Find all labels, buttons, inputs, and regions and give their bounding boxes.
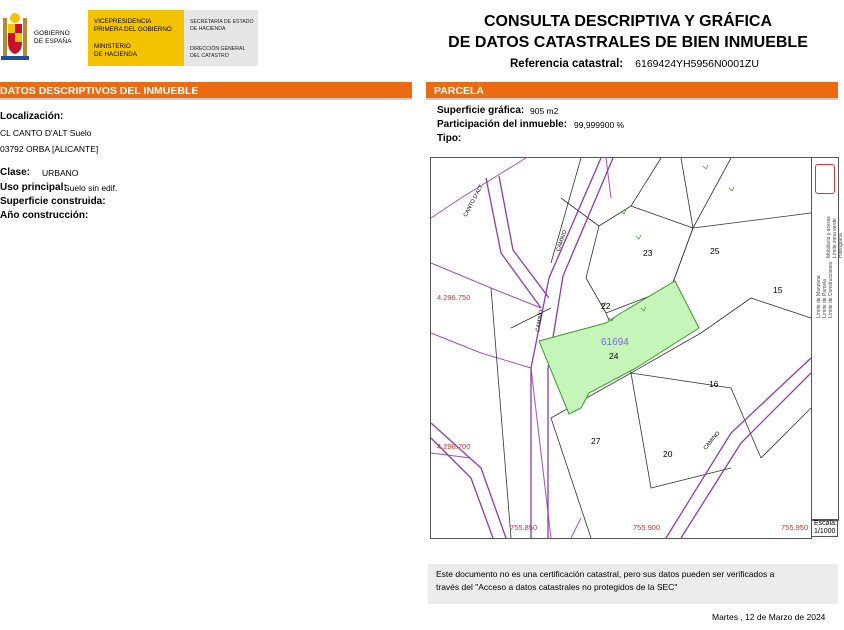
- map-legend: [812, 157, 844, 521]
- parcel-label-20: 20: [663, 449, 673, 459]
- ministerio-line2: DE HACIENDA: [94, 51, 138, 58]
- legend-item-1: Límite de Manzana: [816, 275, 822, 318]
- superficie-grafica-label: Superficie gráfica:: [437, 105, 525, 116]
- superficie-grafica-value: 905 m2: [530, 106, 559, 116]
- participacion-value: 99,999900 %: [574, 120, 625, 130]
- vicepresidencia-block: [88, 10, 184, 66]
- ministerio-line1: MINISTERIO: [94, 43, 131, 50]
- uso-value: Suelo sin edif.: [64, 183, 118, 193]
- uso-label: Uso principal:: [0, 182, 67, 193]
- parcel-label-27: 27: [591, 436, 601, 446]
- document-title: [440, 11, 816, 53]
- direccion-line1: DIRECCIÓN GENERAL: [190, 46, 246, 52]
- x-coord-3: 755.950: [781, 523, 809, 532]
- scale-label: Escala:: [814, 520, 837, 527]
- tipo-label: Tipo:: [437, 133, 462, 144]
- legend-item-2: Límite de Parcela: [822, 279, 828, 318]
- secretaria-block: [184, 10, 258, 66]
- disclaimer-note: [428, 564, 838, 604]
- parcel-label-23: 23: [643, 248, 653, 258]
- document-date: Martes , 12 de Marzo de 2024: [712, 612, 826, 622]
- note-line2: través del "Acceso a datos catastrales no protegidos de la SEC": [436, 582, 678, 592]
- street-label-2: CAMINO: [555, 229, 569, 253]
- scale-value: 1/1000: [814, 528, 836, 535]
- bar-title-b: INMUEBLE: [143, 85, 199, 97]
- vicepresidencia-line1: VICEPRESIDENCIA: [94, 18, 152, 25]
- parcel-label-16: 16: [709, 379, 719, 389]
- note-line1: Este documento no es una certificación catastral, pero sus datos pueden ser verificados a: [436, 569, 775, 579]
- gobierno-line2: DE ESPAÑA: [34, 38, 72, 45]
- section-bar-inmueble: [0, 82, 412, 100]
- x-coord-2: 755.900: [633, 523, 661, 532]
- secretaria-line1: SECRETARÍA DE ESTADO: [190, 19, 254, 25]
- clase-label: Clase:: [0, 167, 31, 178]
- street-label-4: CAMINO: [702, 430, 722, 452]
- superficie-construida-label: Superficie construida:: [0, 196, 106, 207]
- legend-item-5: Límite zona verde: [832, 218, 838, 258]
- section-bar-parcela: [426, 82, 838, 100]
- direccion-line2: DEL CATASTRO: [190, 53, 229, 59]
- ref-value: 6169424YH5956N0001ZU: [635, 58, 759, 70]
- coat-of-arms-icon: [0, 10, 30, 64]
- parcel-label-25: 25: [710, 246, 720, 256]
- localizacion-line2: 03792 ORBA [ALICANTE]: [0, 144, 99, 154]
- y-coord-1: 4.296.750: [437, 293, 471, 302]
- legend-item-6: Hidrografía: [838, 233, 844, 258]
- bar-title-parcela: PARCELA: [434, 85, 484, 97]
- title-line2: DE DATOS CATASTRALES DE BIEN INMUEBLE: [448, 34, 808, 51]
- localizacion-line1: CL CANTO D'ALT Suelo: [0, 128, 92, 138]
- cadastral-reference: [510, 58, 759, 70]
- y-coord-2: 4.296.700: [437, 442, 471, 451]
- bar-title-a: DATOS DESCRIPTIVOS DEL: [0, 85, 144, 97]
- secretaria-line2: DE HACIENDA: [190, 26, 226, 32]
- parcel-label-15: 15: [773, 285, 783, 295]
- sec-logo-icon: [815, 164, 835, 194]
- street-label-3: CAMINO: [535, 309, 545, 333]
- legend-item-4: Mobiliario y aceras: [826, 216, 832, 258]
- clase-value: URBANO: [42, 168, 79, 178]
- cadastral-map[interactable]: [430, 157, 812, 539]
- anio-construccion-label: Año construcción:: [0, 210, 89, 221]
- street-label-1: CANTO D'ALT: [462, 183, 485, 219]
- legend-item-3: Límite de Construcciones: [828, 261, 834, 318]
- ref-label: Referencia catastral:: [510, 58, 624, 70]
- title-line1: CONSULTA DESCRIPTIVA Y GRÁFICA: [483, 13, 772, 30]
- parcel-label-22: 22: [601, 301, 611, 311]
- vicepresidencia-line2: PRIMERA DEL GOBIERNO: [94, 26, 172, 33]
- government-logo: [0, 8, 260, 70]
- x-coord-1: 755.850: [510, 523, 538, 532]
- map-scale: [812, 519, 838, 537]
- gobierno-line1: GOBIERNO: [34, 30, 70, 37]
- localizacion-label: Localización:: [0, 111, 64, 122]
- parcel-number: 61694: [601, 337, 629, 348]
- participacion-label: Participación del inmueble:: [437, 119, 568, 130]
- map-drawing: [431, 158, 811, 538]
- parcel-sub-label: 24: [609, 351, 619, 361]
